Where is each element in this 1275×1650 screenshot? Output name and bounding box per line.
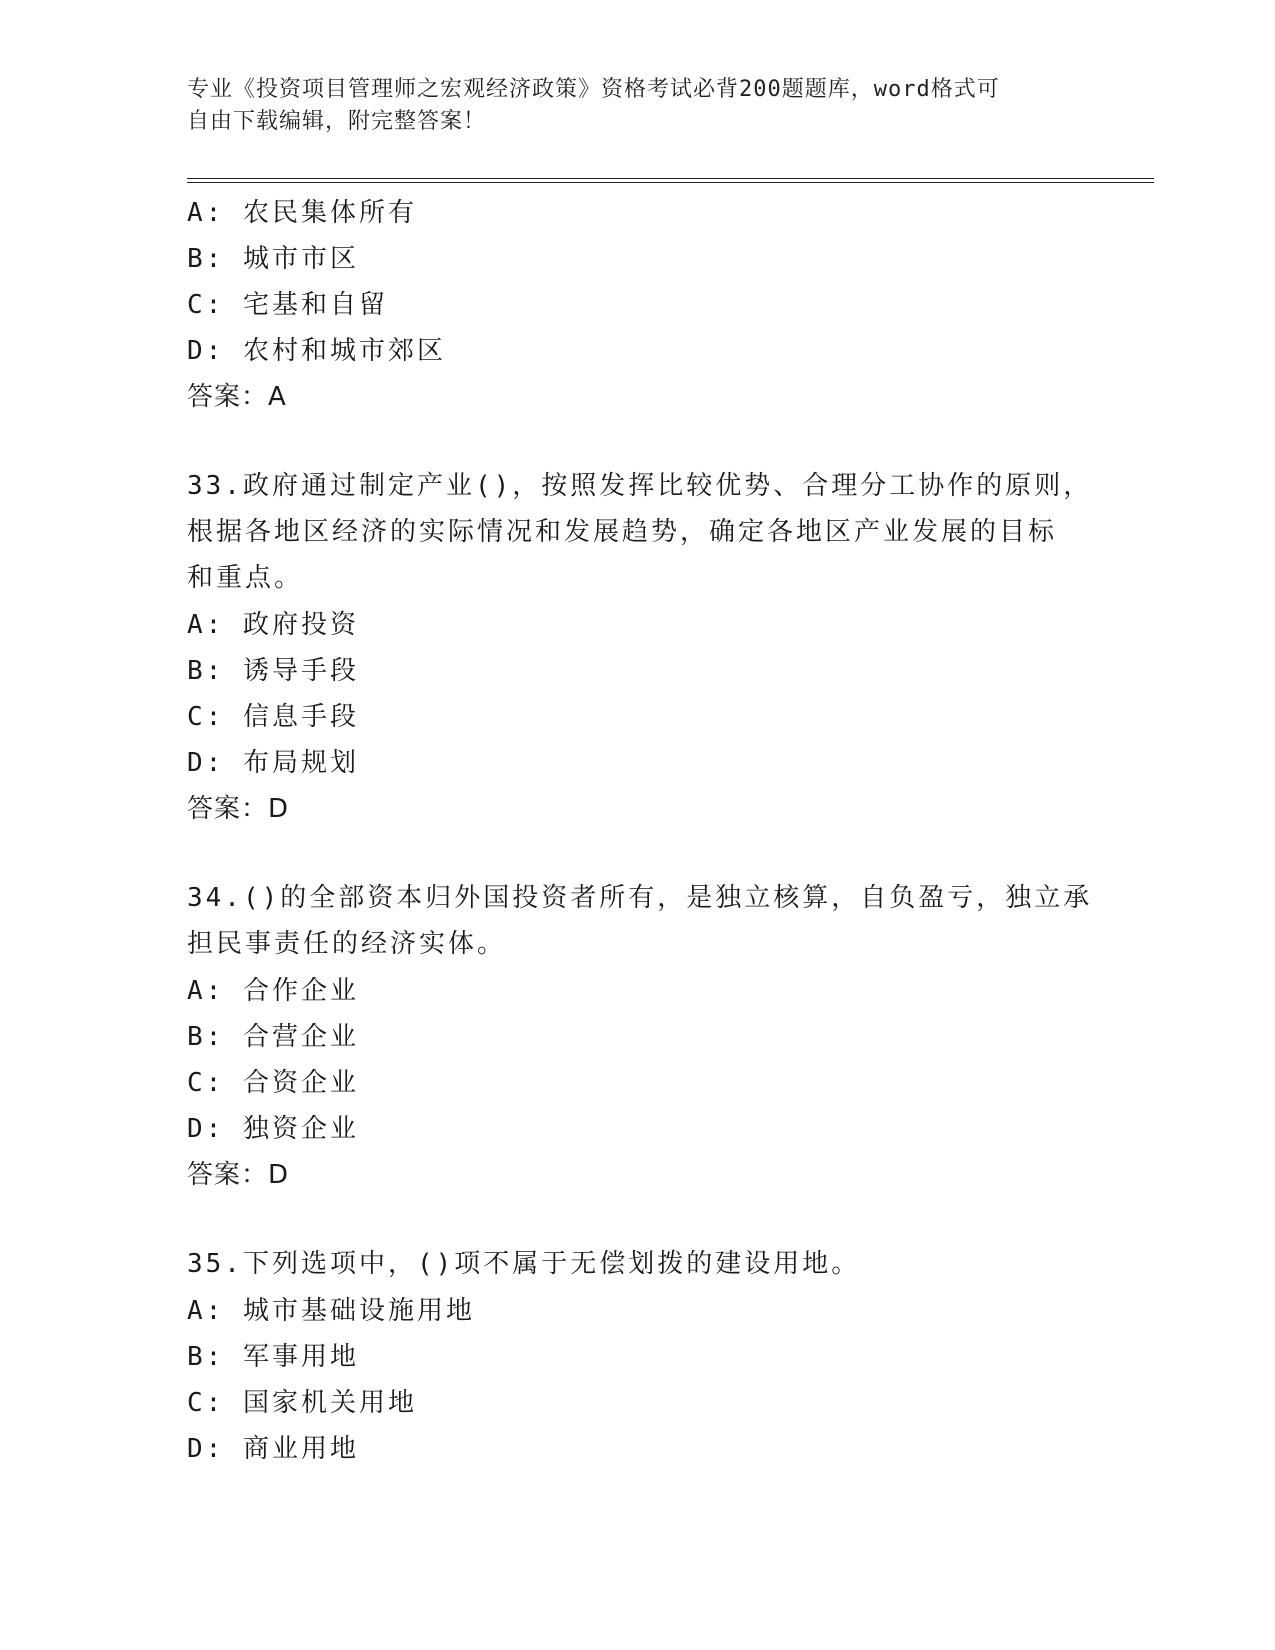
question-32	[187, 190, 1087, 420]
option-d: D: 布局规划	[187, 748, 359, 778]
question-34	[187, 876, 1093, 1198]
option-b: B: 军事用地	[187, 1342, 359, 1372]
question-text-line: 34.()的全部资本归外国投资者所有，是独立核算，自负盈亏，独立承	[187, 883, 1093, 913]
option-d: D: 商业用地	[187, 1434, 359, 1464]
option-b: B: 合营企业	[187, 1022, 359, 1052]
option-d: D: 独资企业	[187, 1114, 359, 1144]
option-a: A: 政府投资	[187, 610, 359, 640]
answer-label: 答案：A	[187, 382, 287, 412]
header-line-1: 专业《投资项目管理师之宏观经济政策》资格考试必背200题题库，word格式可	[187, 77, 1000, 102]
option-b: B: 城市市区	[187, 244, 359, 274]
option-d: D: 农村和城市郊区	[187, 336, 446, 366]
option-c: C: 宅基和自留	[187, 290, 388, 320]
option-c: C: 信息手段	[187, 702, 359, 732]
spacer	[187, 1198, 1087, 1242]
option-a: A: 合作企业	[187, 976, 359, 1006]
question-text-line: 和重点。	[187, 563, 304, 593]
spacer	[187, 832, 1087, 876]
document-header	[187, 74, 1087, 138]
option-b: B: 诱导手段	[187, 656, 359, 686]
question-text-line: 33.政府通过制定产业()，按照发挥比较优势、合理分工协作的原则，	[187, 471, 1093, 501]
option-c: C: 国家机关用地	[187, 1388, 417, 1418]
question-33	[187, 464, 1093, 832]
question-list	[187, 190, 1093, 1472]
question-text-line: 担民事责任的经济实体。	[187, 929, 507, 959]
question-text-line: 35.下列选项中，()项不属于无偿划拨的建设用地。	[187, 1249, 861, 1279]
question-text-line: 根据各地区经济的实际情况和发展趋势，确定各地区产业发展的目标	[187, 517, 1058, 547]
answer-label: 答案：D	[187, 1160, 290, 1190]
question-35	[187, 1242, 1087, 1472]
answer-label: 答案：D	[187, 794, 290, 824]
header-double-rule	[187, 178, 1154, 183]
option-a: A: 城市基础设施用地	[187, 1296, 475, 1326]
option-a: A: 农民集体所有	[187, 198, 417, 228]
header-line-2: 自由下载编辑，附完整答案！	[187, 109, 487, 134]
spacer	[187, 420, 1087, 464]
option-c: C: 合资企业	[187, 1068, 359, 1098]
